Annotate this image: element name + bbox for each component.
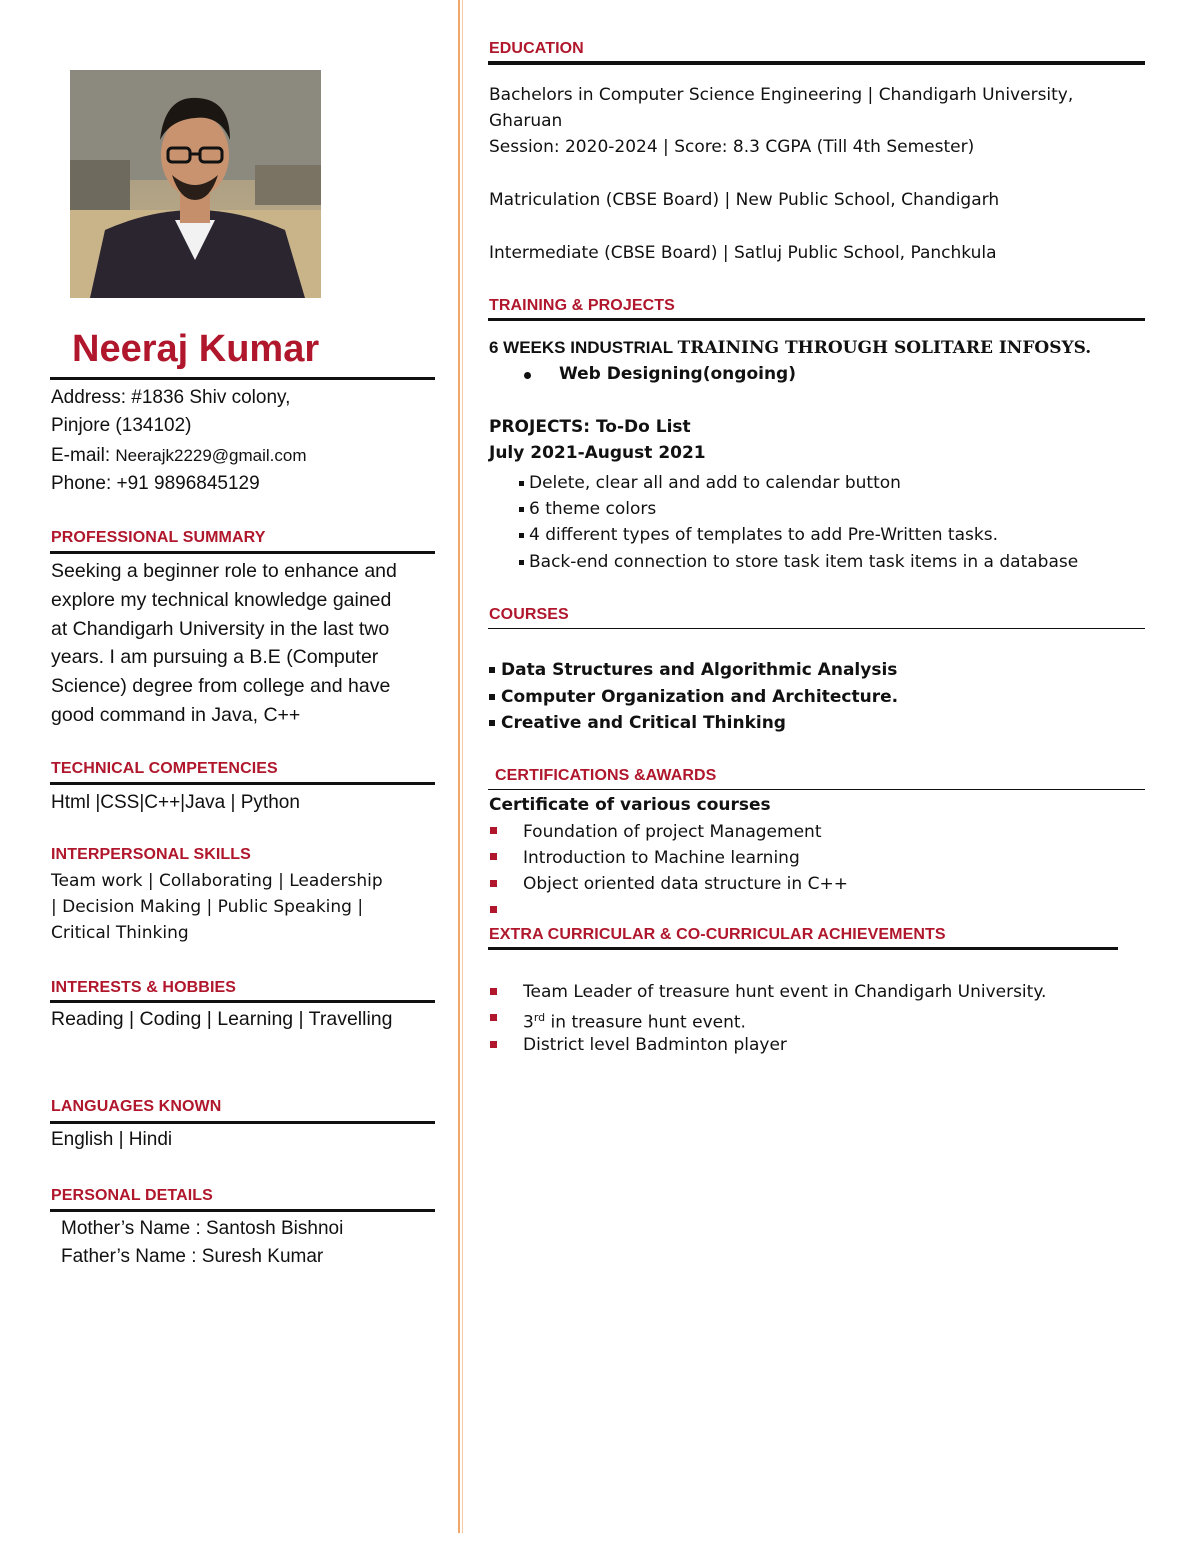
- training-title: [489, 338, 1091, 358]
- education-rule: [488, 61, 1145, 65]
- column-divider-2: [462, 0, 463, 1533]
- extra-item-text: in treasure hunt event.: [545, 1012, 746, 1033]
- address-line-1: Address: #1836 Shiv colony,: [51, 387, 291, 408]
- project-item-text: Delete, clear all and add to calendar button: [529, 473, 901, 493]
- profile-photo: [70, 70, 321, 298]
- interpersonal-line: | Decision Making | Public Speaking |: [51, 897, 364, 917]
- summary-rule: [50, 551, 435, 554]
- square-bullet-icon: [489, 694, 495, 700]
- education-heading: EDUCATION: [489, 40, 584, 57]
- red-square-bullet-icon: [490, 988, 497, 995]
- education-intermediate: Intermediate (CBSE Board) | Satluj Public School, Panchkula: [489, 243, 997, 263]
- address-line-2: Pinjore (134102): [51, 415, 192, 436]
- languages-rule: [50, 1121, 435, 1124]
- interests-heading: INTERESTS & HOBBIES: [51, 979, 237, 996]
- interests-text: Reading | Coding | Learning | Travelling: [51, 1008, 393, 1030]
- education-degree: Bachelors in Computer Science Engineering | Chandigarh University,: [489, 85, 1074, 105]
- square-bullet-icon: [489, 720, 495, 726]
- technical-text: Html |CSS|C++|Java | Python: [51, 792, 300, 813]
- project-item-text: 4 different types of templates to add Pre-Written tasks.: [529, 525, 998, 545]
- interests-rule: [50, 1000, 435, 1003]
- interpersonal-line: Team work | Collaborating | Leadership: [51, 871, 383, 891]
- email-value[interactable]: Neerajk2229@gmail.com: [115, 446, 307, 465]
- course-item-text: Data Structures and Algorithmic Analysis: [501, 660, 898, 680]
- summary-text: [51, 557, 434, 730]
- languages-text: English | Hindi: [51, 1129, 173, 1150]
- square-bullet-icon: [489, 667, 495, 673]
- red-square-bullet-icon: [490, 906, 497, 913]
- red-square-bullet-icon: [490, 1014, 497, 1021]
- summary-line: explore my technical knowledge gained: [51, 588, 392, 611]
- red-square-bullet-icon: [490, 853, 497, 860]
- course-item-text: Creative and Critical Thinking: [501, 713, 786, 733]
- certification-item: Foundation of project Management: [523, 822, 822, 842]
- project-item-text: Back-end connection to store task item task items in a database: [529, 552, 1079, 572]
- extra-heading: EXTRA CURRICULAR & CO-CURRICULAR ACHIEVEMENTS: [489, 926, 946, 943]
- father-name: Father’s Name : Suresh Kumar: [61, 1246, 324, 1267]
- courses-heading: COURSES: [489, 606, 569, 623]
- course-item: [489, 710, 786, 736]
- square-bullet-icon: [519, 507, 524, 512]
- personal-heading: PERSONAL DETAILS: [51, 1187, 213, 1204]
- phone: Phone: +91 9896845129: [51, 473, 260, 494]
- course-item: [489, 657, 897, 683]
- red-square-bullet-icon: [490, 880, 497, 887]
- project-item: [519, 496, 656, 522]
- square-bullet-icon: [519, 481, 524, 486]
- project-item-text: 6 theme colors: [529, 499, 657, 519]
- training-bullet-icon: [524, 372, 531, 379]
- certifications-rule: [488, 789, 1145, 790]
- certifications-intro: Certificate of various courses: [489, 795, 771, 815]
- summary-line: years. I am pursuing a B.E (Computer: [51, 646, 379, 669]
- technical-heading: TECHNICAL COMPETENCIES: [51, 760, 278, 777]
- training-heading: TRAINING & PROJECTS: [489, 297, 675, 314]
- summary-line: at Chandigarh University in the last two: [51, 617, 390, 640]
- interpersonal-line: Critical Thinking: [51, 923, 189, 943]
- extra-item: Team Leader of treasure hunt event in Chandigarh University.: [523, 982, 1047, 1002]
- languages-heading: LANGUAGES KNOWN: [51, 1098, 222, 1115]
- summary-heading: PROFESSIONAL SUMMARY: [51, 529, 266, 546]
- education-session: Session: 2020-2024 | Score: 8.3 CGPA (Till 4th Semester): [489, 137, 975, 157]
- courses-rule: [488, 628, 1145, 629]
- extra-rule: [488, 947, 1118, 950]
- interpersonal-heading: INTERPERSONAL SKILLS: [51, 846, 251, 863]
- column-divider: [458, 0, 460, 1533]
- red-square-bullet-icon: [490, 1041, 497, 1048]
- candidate-name: Neeraj Kumar: [72, 328, 320, 370]
- red-square-bullet-icon: [490, 827, 497, 834]
- training-rule: [488, 318, 1145, 321]
- extra-item-rank: 3: [523, 1012, 534, 1033]
- summary-line: Science) degree from college and have: [51, 675, 391, 698]
- project-item: [519, 549, 1078, 575]
- name-rule: [50, 377, 435, 380]
- certification-item: Introduction to Machine learning: [523, 848, 800, 868]
- projects-date: July 2021-August 2021: [489, 443, 706, 463]
- projects-label: PROJECTS: To-Do List: [489, 417, 691, 437]
- summary-line: good command in Java, C++: [51, 703, 301, 726]
- technical-rule: [50, 782, 435, 785]
- course-item: [489, 684, 898, 710]
- email-row: [51, 441, 307, 470]
- course-item-text: Computer Organization and Architecture.: [501, 687, 899, 707]
- education-location: Gharuan: [489, 111, 563, 131]
- summary-line: Seeking a beginner role to enhance and: [51, 560, 397, 582]
- training-title-part2: TRAINING THROUGH SOLITARE INFOSYS.: [677, 338, 1092, 358]
- education-matriculation: Matriculation (CBSE Board) | New Public School, Chandigarh: [489, 190, 1000, 210]
- certifications-heading: CERTIFICATIONS &AWARDS: [495, 767, 717, 784]
- certification-item: Object oriented data structure in C++: [523, 874, 848, 894]
- personal-rule: [50, 1209, 435, 1212]
- extra-item: District level Badminton player: [523, 1035, 787, 1055]
- extra-item-rank-suffix: rd: [533, 1011, 546, 1024]
- square-bullet-icon: [519, 560, 524, 565]
- square-bullet-icon: [519, 533, 524, 538]
- training-title-part1: 6 WEEKS INDUSTRIAL: [489, 338, 678, 357]
- project-item: [519, 470, 901, 496]
- email-label: E-mail:: [51, 445, 111, 466]
- interpersonal-text: [51, 868, 383, 946]
- project-item: [519, 522, 998, 548]
- training-sub: Web Designing(ongoing): [559, 364, 796, 384]
- mother-name: Mother’s Name : Santosh Bishnoi: [61, 1218, 344, 1239]
